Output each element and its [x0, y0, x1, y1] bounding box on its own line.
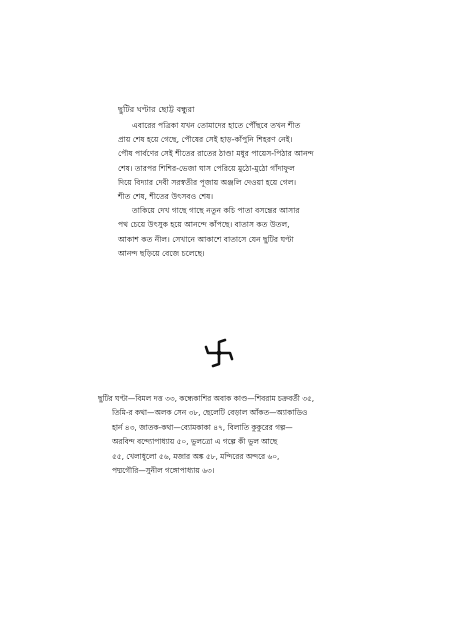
contents-line: হার্ন ৪৩, জাতক-কথা—ব্যোমকাকা ৪৭, বিলাতি কুকুরের গল্প—: [112, 422, 293, 432]
editorial-line: এবারের পত্রিকা যখন তোমাদের হাতে পৌঁছবে তখন শীত: [132, 121, 301, 130]
editorial-line: শেষ। তারপর শিশির-ভেজা ঘাস পেরিয়ে মুঠো-মুঠো গাঁদাফুল: [118, 163, 295, 173]
editorial-line: শীত শেষ, শীতের উৎসবও শেষ।: [118, 192, 214, 202]
swastika-ornament-icon: [204, 338, 234, 368]
contents-line: ৫৫, খেলাধুলো ৫৬, মজার অঙ্ক ৫৮, মন্দিরের অন্দরে ৬০,: [112, 451, 280, 461]
editorial-letter: [118, 104, 358, 261]
editorial-line: পথ চেয়ে উৎসুক হয়ে আনন্দে কাঁপছে। বাতাস কত উতল,: [118, 220, 290, 230]
contents-line: ছুটির ঘণ্টা—বিমল দত্ত ৩৩, কন্ধেকাশির অবাক কাণ্ড—শিবরাম চক্রবর্তী ৩৫,: [98, 394, 315, 403]
contents-line: পদ্মগৌরি—সুনীল গঙ্গোপাধ্যায় ৬৩।: [112, 466, 215, 476]
editorial-line: দিয়ে বিদ্যার দেবী সরস্বতীর পূজায় অঞ্জলি দেওয়া হয়ে গেল।: [118, 177, 297, 187]
editorial-paragraph-2: [118, 204, 358, 261]
contents-list: [98, 392, 388, 478]
editorial-line: পৌষ পার্বণের সেই শীতের রাতের ঠাণ্ডা মধুর পায়েস-পিঠার আনন্দ: [118, 149, 314, 159]
editorial-line: আকাশ কত নীল। সেখানে আকাশে বাতাসে যেন ছুটির ঘণ্টা: [118, 234, 294, 244]
contents-line: অরবিন্দ বন্দ্যোপাধ্যায় ৫০, ভুলত্রো এ গল্পে কী ভুল আছে: [112, 437, 278, 447]
editorial-paragraph-1: [118, 119, 358, 204]
editorial-line: প্রায় শেষ হয়ে গেছে, পৌষের সেই হাড়-কাঁপুনি শিহরণ নেই।: [118, 135, 293, 145]
editorial-line: আনন্দ ছড়িয়ে বেজে চলেছে।: [118, 248, 205, 258]
editorial-line: তাকিয়ে দেখ গাছে গাছে নতুন কচি পাতা বসন্তের আসার: [132, 206, 300, 216]
editorial-heading: ছুটির ঘণ্টার ছোট্ট বন্ধুরা: [118, 104, 195, 114]
contents-line: তিমি-র কথা—অলক সেন ৩৮, ছেলেটি বেড়াল আঁকত—অ্যাকাডিও: [112, 408, 308, 418]
